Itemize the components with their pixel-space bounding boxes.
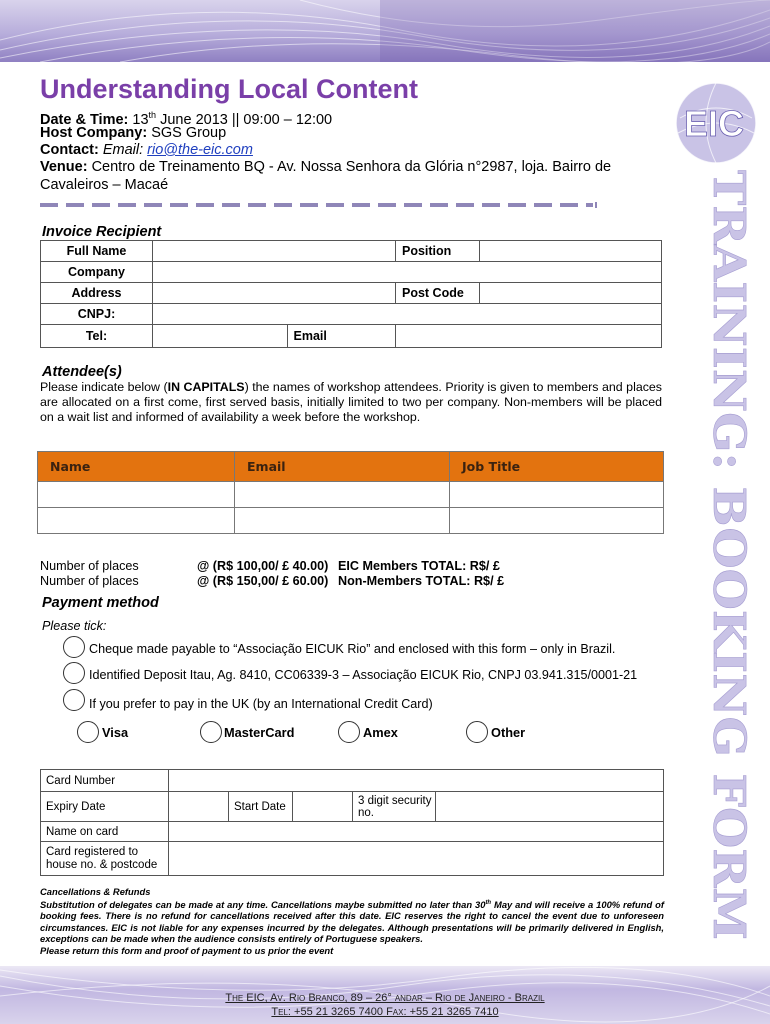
other-radio[interactable]	[466, 721, 488, 743]
cnpj-field[interactable]	[153, 304, 662, 325]
card-details-table	[40, 769, 664, 876]
footer-address[interactable]: The EIC, Av. Rio Branco, 89 – 26° andar – Rio de Janeiro - Brazil	[225, 992, 545, 1004]
company-field[interactable]	[153, 262, 662, 283]
deposit-option-label: Identified Deposit Itau, Ag. 8410, CC06339-3 – Associação EICUK Rio, CNPJ 03.941.315/0001-21	[89, 668, 638, 682]
card-number-label: Card Number	[41, 770, 169, 792]
credit-card-option-label: If you prefer to pay in the UK (by an International Credit Card)	[89, 697, 433, 711]
payment-heading: Payment method	[42, 595, 159, 611]
members-price: @ (R$ 100,00/ £ 40.00)	[197, 559, 329, 573]
page-title: Understanding Local Content	[40, 74, 418, 104]
col-name-header: Name	[38, 452, 235, 482]
address-field[interactable]	[153, 283, 396, 304]
return-instructions: Please return this form and proof of payment to us prior the event	[40, 944, 334, 956]
header-wave-graphic	[0, 0, 770, 62]
attendees-table	[37, 451, 664, 534]
col-email-header: Email	[235, 452, 450, 482]
attendee-2-jobtitle-field[interactable]	[450, 508, 664, 534]
please-tick-label: Please tick:	[42, 619, 107, 633]
tel-field[interactable]	[153, 325, 287, 347]
expiry-date-field[interactable]	[169, 792, 229, 822]
address-label: Address	[41, 283, 153, 304]
security-no-label: 3 digit security no.	[353, 792, 436, 822]
attendee-1-jobtitle-field[interactable]	[450, 482, 664, 508]
footer-phones[interactable]: Tel: +55 21 3265 7400 Fax: +55 21 3265 7410	[271, 1006, 499, 1018]
attendee-2-email-field[interactable]	[235, 508, 450, 534]
expiry-date-label: Expiry Date	[41, 792, 169, 822]
eic-logo	[664, 78, 760, 168]
invoice-table	[40, 240, 662, 348]
email-field[interactable]	[396, 325, 662, 348]
name-on-card-label: Name on card	[41, 822, 169, 842]
cheque-option-label: Cheque made payable to “Associação EICUK Rio” and enclosed with this form – only in Brazil.	[89, 642, 616, 656]
amex-label: Amex	[363, 725, 398, 740]
credit-card-radio[interactable]	[63, 689, 85, 711]
name-on-card-field[interactable]	[169, 822, 664, 842]
cnpj-label: CNPJ:	[41, 304, 153, 325]
registered-to-label: Card registered to house no. & postcode	[41, 842, 169, 876]
date-time-line: Date & Time: 13th June 2013 || 09:00 – 12:00	[40, 110, 333, 128]
start-date-field[interactable]	[293, 792, 353, 822]
svg-text:EIC: EIC	[683, 103, 745, 144]
places-label: Number of places	[40, 574, 139, 588]
amex-radio[interactable]	[338, 721, 360, 743]
company-label: Company	[41, 262, 153, 283]
registered-to-field[interactable]	[169, 842, 664, 876]
cancellations-heading: Cancellations & Refunds	[40, 886, 151, 897]
header-band	[0, 0, 770, 62]
host-company-line: Host Company: SGS Group	[40, 125, 227, 141]
venue-line: Venue: Centro de Treinamento BQ - Av. Nossa Senhora da Glória n°2987, loja. Bairro de Cavaleiros – Macaé	[40, 159, 612, 193]
side-banner	[700, 170, 752, 950]
cancellations-body: Substitution of delegates can be made at any time. Cancellations maybe submitted no later than 30th May and will receive a 100% refund of booking fees. There is no refund for cancellations received after this date. EIC reserves the right to cancel the event due to unforeseen circumstances. EIC is not liable for any expenses incurred by the delegates. Although presentations will be primarily delivered in English, exceptions can be made when the audience consists entirely of Portuguese speakers.	[40, 898, 664, 945]
mastercard-radio[interactable]	[200, 721, 222, 743]
tel-label: Tel:	[41, 325, 153, 348]
contact-email-link[interactable]: rio@the-eic.com	[147, 142, 253, 158]
attendee-1-name-field[interactable]	[38, 482, 235, 508]
post-code-label: Post Code	[396, 283, 480, 304]
attendees-heading: Attendee(s)	[42, 364, 122, 380]
full-name-field[interactable]	[153, 241, 396, 262]
post-code-field[interactable]	[480, 283, 662, 304]
attendee-1-email-field[interactable]	[235, 482, 450, 508]
other-label: Other	[491, 725, 526, 740]
cheque-radio[interactable]	[63, 636, 85, 658]
table-row	[38, 508, 664, 534]
start-date-label: Start Date	[229, 792, 293, 822]
visa-label: Visa	[102, 725, 129, 740]
deposit-radio[interactable]	[63, 662, 85, 684]
cancellations-text	[40, 886, 664, 956]
full-name-label: Full Name	[41, 241, 153, 262]
attendees-instructions: Please indicate below (IN CAPITALS) the names of workshop attendees. Priority is given to members and places are allocated on a first come, first served basis, initially limited to two per company. Non-members will be placed on a wait list and informed of availability a week before the workshop.	[40, 380, 663, 424]
tel-email-split	[153, 325, 396, 348]
col-jobtitle-header: Job Title	[450, 452, 664, 482]
visa-radio[interactable]	[77, 721, 99, 743]
members-total: EIC Members TOTAL: R$/ £	[338, 559, 500, 573]
position-label: Position	[396, 241, 480, 262]
position-field[interactable]	[480, 241, 662, 262]
mastercard-label: MasterCard	[224, 725, 295, 740]
invoice-heading: Invoice Recipient	[42, 224, 162, 240]
nonmembers-total: Non-Members TOTAL: R$/ £	[338, 574, 505, 588]
contact-line: Contact: Email: rio@the-eic.com	[40, 142, 253, 158]
dashed-separator	[40, 201, 600, 209]
email-label: Email	[293, 329, 327, 343]
svg-text:TRAINING: BOOKING FORM: TRAINING: BOOKING FORM	[703, 170, 752, 886]
table-row	[38, 482, 664, 508]
places-label: Number of places	[40, 559, 139, 573]
security-no-field[interactable]	[436, 792, 664, 822]
attendee-2-name-field[interactable]	[38, 508, 235, 534]
nonmembers-price: @ (R$ 150,00/ £ 60.00)	[197, 574, 329, 588]
card-number-field[interactable]	[169, 770, 664, 792]
